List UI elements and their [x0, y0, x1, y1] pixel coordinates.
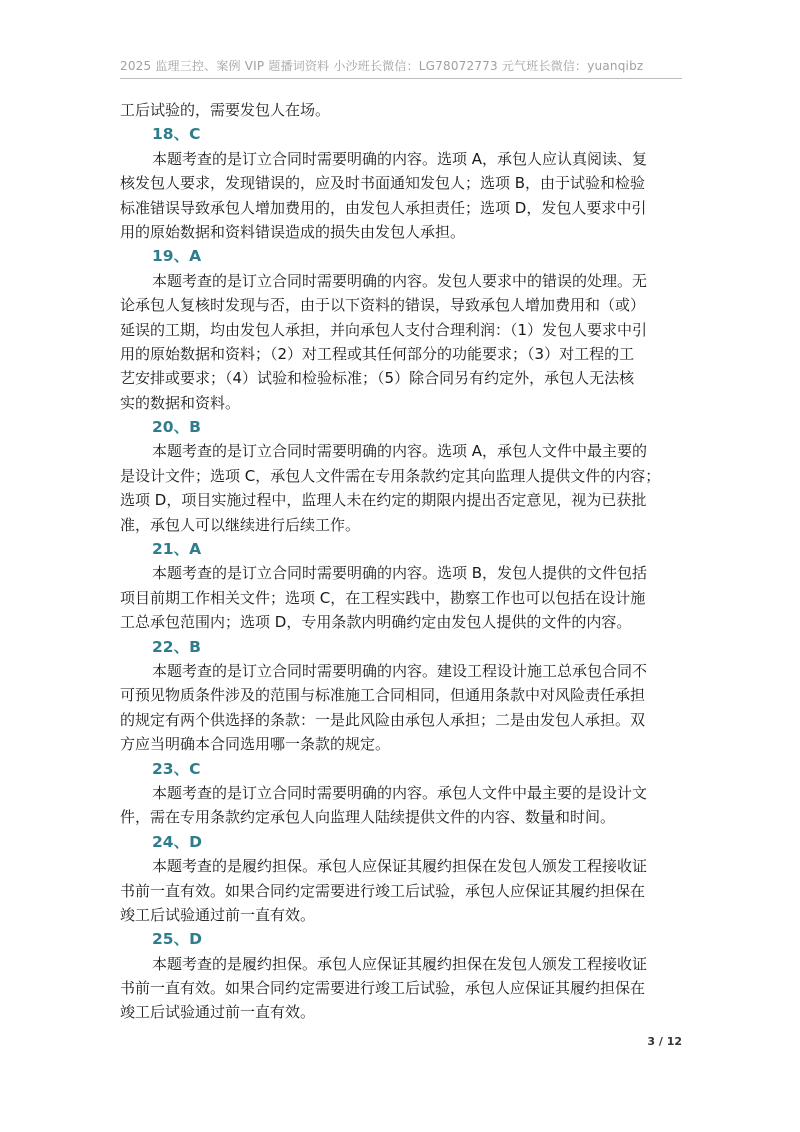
paragraph-line: 本题考查的是订立合同时需要明确的内容。承包人文件中最主要的是设计文: [152, 783, 648, 802]
paragraph-line: 的规定有两个供选择的条款：一是此风险由承包人承担；二是由发包人承担。双: [120, 710, 646, 729]
paragraph-line: 核发包人要求，发现错误的，应及时书面通知发包人；选项 B，由于试验和检验: [120, 174, 646, 193]
answer-heading: 25、D: [152, 930, 202, 949]
page-number: 3 / 12: [647, 1035, 682, 1048]
paragraph-line: 竣工后试验通过前一直有效。: [120, 905, 316, 924]
paragraph-line: 是设计文件；选项 C，承包人文件需在专用条款约定其向监理人提供文件的内容；: [120, 466, 661, 485]
paragraph-line: 本题考查的是订立合同时需要明确的内容。选项 A，承包人文件中最主要的: [152, 442, 648, 461]
document-body: [120, 98, 682, 1025]
paragraph-line: 本题考查的是订立合同时需要明确的内容。发包人要求中的错误的处理。无: [152, 271, 648, 290]
answer-heading: 24、D: [152, 832, 202, 851]
paragraph-line: 本题考查的是订立合同时需要明确的内容。选项 A，承包人应认真阅读、复: [152, 149, 648, 168]
paragraph-line: 本题考查的是履约担保。承包人应保证其履约担保在发包人颁发工程接收证: [152, 954, 648, 973]
paragraph-line: 方应当明确本合同选用哪一条款的规定。: [120, 735, 391, 754]
page-header-watermark: 2025 监理三控、案例 VIP 题播词资料 小沙班长微信：LG78072773 元气班长微信：yuanqibz: [120, 59, 644, 73]
answer-heading: 23、C: [152, 759, 201, 778]
answer-heading: 18、C: [152, 125, 201, 144]
paragraph-line: 工总承包范围内；选项 D，专用条款内明确约定由发包人提供的文件的内容。: [120, 613, 632, 632]
paragraph-line: 实的数据和资料。: [120, 393, 241, 412]
answer-heading: 21、A: [152, 540, 202, 559]
paragraph-line: 标准错误导致承包人增加费用的，由发包人承担责任；选项 D，发包人要求中引: [120, 198, 647, 217]
paragraph-line: 用的原始数据和资料错误造成的损失由发包人承担。: [120, 222, 466, 241]
paragraph-line: 本题考查的是订立合同时需要明确的内容。选项 B，发包人提供的文件包括: [152, 564, 648, 583]
answer-heading: 19、A: [152, 247, 202, 266]
paragraph-line: 准，承包人可以继续进行后续工作。: [120, 515, 361, 534]
answer-heading: 20、B: [152, 418, 201, 437]
paragraph-line: 延误的工期，均由发包人承担，并向承包人支付合理利润：（1）发包人要求中引: [120, 320, 648, 339]
paragraph-line: 本题考查的是履约担保。承包人应保证其履约担保在发包人颁发工程接收证: [152, 857, 648, 876]
paragraph-line: 可预见物质条件涉及的范围与标准施工合同相同，但通用条款中对风险责任承担: [120, 686, 646, 705]
answer-heading: 22、B: [152, 637, 201, 656]
paragraph-line: 本题考查的是订立合同时需要明确的内容。建设工程设计施工总承包合同不: [152, 661, 648, 680]
paragraph-line: 工后试验的，需要发包人在场。: [120, 101, 331, 119]
paragraph-line: 项目前期工作相关文件；选项 C，在工程实践中，勘察工作也可以包括在设计施: [120, 588, 646, 607]
paragraph-line: 书前一直有效。如果合同约定需要进行竣工后试验，承包人应保证其履约担保在: [120, 979, 646, 998]
paragraph-line: 件，需在专用条款约定承包人向监理人陆续提供文件的内容、数量和时间。: [120, 808, 616, 827]
paragraph-line: 论承包人复核时发现与否，由于以下资料的错误，导致承包人增加费用和（或）: [120, 296, 646, 315]
paragraph-line: 选项 D，项目实施过程中，监理人未在约定的期限内提出否定意见，视为已获批: [120, 491, 647, 510]
paragraph-line: 竣工后试验通过前一直有效。: [120, 1003, 316, 1022]
paragraph-line: 用的原始数据和资料；（2）对工程或其任何部分的功能要求；（3）对工程的工: [120, 344, 635, 363]
header-divider: [120, 78, 682, 79]
paragraph-line: 书前一直有效。如果合同约定需要进行竣工后试验，承包人应保证其履约担保在: [120, 881, 646, 900]
paragraph-line: 艺安排或要求；（4）试验和检验标准；（5）除合同另有约定外，承包人无法核: [120, 369, 635, 388]
